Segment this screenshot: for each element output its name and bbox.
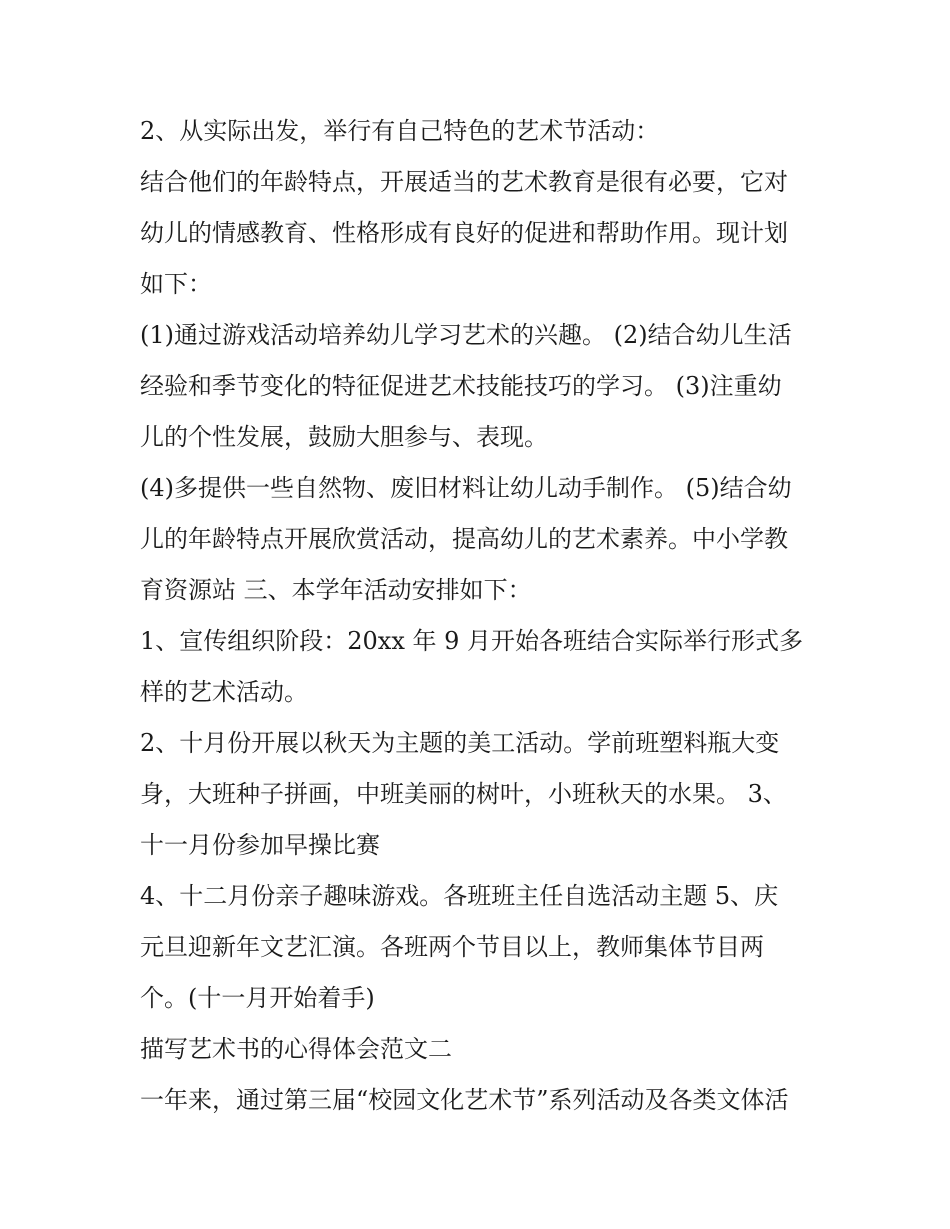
text-line: 样的艺术活动。 [140,678,308,706]
text-line: 2、十月份开展以秋天为主题的美工活动。学前班塑料瓶大变 [140,729,780,757]
text-line: 身，大班种子拼画，中班美丽的树叶，小班秋天的水果。 3、 [140,780,787,808]
text-line: 1、宣传组织阶段：20xx 年 9 月开始各班结合实际举行形式多 [140,627,804,655]
text-line: 儿的年龄特点开展欣赏活动，提高幼儿的艺术素养。中小学教 [140,525,788,553]
text-line: 育资源站 三、本学年活动安排如下： [140,576,532,604]
section-heading: 描写艺术书的心得体会范文二 [140,1035,452,1063]
text-line: 儿的个性发展，鼓励大胆参与、表现。 [140,423,548,451]
document-body [140,106,820,1126]
text-line: 十一月份参加早操比赛 [140,831,380,859]
text-line: (1)通过游戏活动培养幼儿学习艺术的兴趣。 (2)结合幼儿生活 [140,321,792,349]
text-line: 如下： [140,270,212,298]
text-line: 一年来，通过第三届“校园文化艺术节”系列活动及各类文体活 [140,1086,789,1114]
text-line: 经验和季节变化的特征促进艺术技能技巧的学习。 (3)注重幼 [140,372,782,400]
text-line: 个。(十一月开始着手) [140,984,375,1012]
text-line: 4、十二月份亲子趣味游戏。各班班主任自选活动主题 5、庆 [140,882,779,910]
text-line: 幼儿的情感教育、性格形成有良好的促进和帮助作用。现计划 [140,219,788,247]
text-line: 结合他们的年龄特点，开展适当的艺术教育是很有必要，它对 [140,168,788,196]
text-line: 元旦迎新年文艺汇演。各班两个节目以上，教师集体节目两 [140,933,764,961]
text-line: 2、从实际出发，举行有自己特色的艺术节活动： [140,117,660,145]
text-line: (4)多提供一些自然物、废旧材料让幼儿动手制作。 (5)结合幼 [140,474,792,502]
